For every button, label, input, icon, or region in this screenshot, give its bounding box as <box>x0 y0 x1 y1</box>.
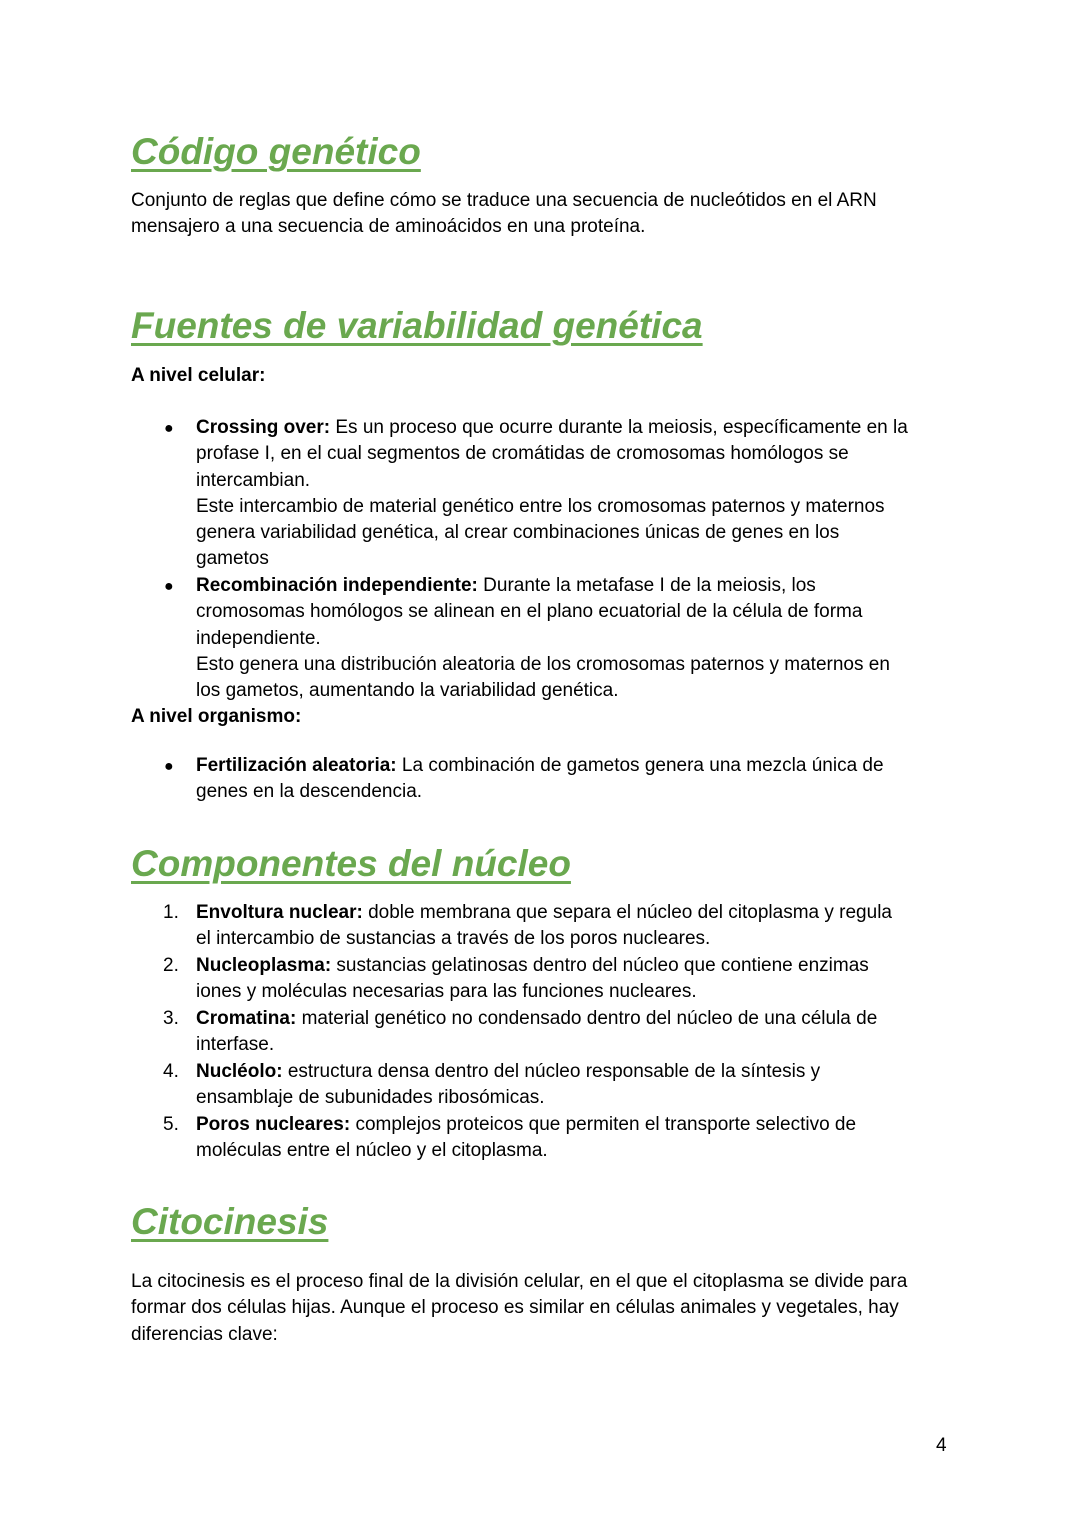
bullet-line: gametos <box>196 548 269 570</box>
cromatina-text: material genético no condensado dentro del núcleo de una célula de <box>296 1008 878 1029</box>
paragraph-line: La citocinesis es el proceso final de la división celular, en el que el citoplasma se divide para <box>131 1271 908 1292</box>
term-crossing-over: Crossing over: <box>196 417 331 438</box>
term-envoltura: Envoltura nuclear: <box>196 902 363 923</box>
citocinesis-paragraph <box>131 1269 907 1348</box>
bullet-recombinacion <box>196 573 890 704</box>
bullet-marker: ● <box>164 420 174 437</box>
heading-componentes-nucleo: Componentes del núcleo <box>131 843 571 884</box>
list-number: 4. <box>163 1061 179 1082</box>
term-poros: Poros nucleares: <box>196 1114 351 1135</box>
list-number: 5. <box>163 1114 179 1135</box>
paragraph-line: formar dos células hijas. Aunque el proceso es similar en células animales y vegetales, hay <box>131 1297 899 1319</box>
bullet-line: los gametos, aumentando la variabilidad genética. <box>196 680 619 702</box>
heading-fuentes-variabilidad: Fuentes de variabilidad genética <box>131 305 703 346</box>
list-item-envoltura <box>196 900 892 953</box>
list-item-nucleoplasma <box>196 953 869 1006</box>
list-line: moléculas entre el núcleo y el citoplasma. <box>196 1140 548 1162</box>
heading-citocinesis: Citocinesis <box>131 1201 329 1242</box>
bullet-line: genera variabilidad genética, al crear combinaciones únicas de genes en los <box>196 522 840 544</box>
envoltura-text: doble membrana que separa el núcleo del citoplasma y regula <box>362 902 892 923</box>
list-number: 3. <box>163 1008 179 1029</box>
bullet-fertilizacion <box>196 753 884 806</box>
list-line: ensamblaje de subunidades ribosómicas. <box>196 1087 545 1109</box>
label-nivel-celular: A nivel celular: <box>131 365 266 386</box>
bullet-marker: ● <box>164 578 174 595</box>
term-recombinacion: Recombinación independiente: <box>196 575 478 596</box>
poros-text: complejos proteicos que permiten el transporte selectivo de <box>350 1114 857 1135</box>
page-number: 4 <box>936 1435 947 1456</box>
paragraph-line: mensajero a una secuencia de aminoácidos en una proteína. <box>131 216 646 238</box>
bullet-line: Este intercambio de material genético entre los cromosomas paternos y maternos <box>196 495 885 517</box>
heading-codigo-genetico: Código genético <box>131 131 421 172</box>
list-item-nucleolo <box>196 1059 820 1112</box>
bullet-line: cromosomas homólogos se alinean en el plano ecuatorial de la célula de forma <box>196 601 863 623</box>
term-nucleolo: Nucléolo: <box>196 1061 283 1082</box>
list-number: 1. <box>163 902 179 923</box>
bullet-crossing-over <box>196 415 908 573</box>
bullet-marker: ● <box>164 758 174 775</box>
list-number: 2. <box>163 955 179 976</box>
list-item-cromatina <box>196 1006 877 1059</box>
list-line: interfase. <box>196 1034 275 1056</box>
bullet-line: Esto genera una distribución aleatoria de los cromosomas paternos y maternos en <box>196 653 890 675</box>
list-line: iones y moléculas necesarias para las funciones nucleares. <box>196 981 697 1003</box>
list-line: el intercambio de sustancias a través de los poros nucleares. <box>196 928 711 950</box>
bullet-line: profase I, en el cual segmentos de cromátidas de cromosomas homólogos se <box>196 443 849 465</box>
nucleolo-text: estructura densa dentro del núcleo responsable de la síntesis y <box>282 1061 821 1082</box>
paragraph-line: Conjunto de reglas que define cómo se traduce una secuencia de nucleótidos en el ARN <box>131 190 877 211</box>
bullet-line: independiente. <box>196 627 321 649</box>
paragraph-line: diferencias clave: <box>131 1323 278 1345</box>
fertilizacion-text: La combinación de gametos genera una mezcla única de <box>396 755 884 776</box>
codigo-genetico-paragraph <box>131 188 877 241</box>
label-nivel-organismo: A nivel organismo: <box>131 706 302 727</box>
nucleoplasma-text: sustancias gelatinosas dentro del núcleo que contiene enzimas <box>331 955 869 976</box>
crossing-over-text: Es un proceso que ocurre durante la meiosis, específicamente en la <box>330 417 908 438</box>
term-fertilizacion: Fertilización aleatoria: <box>196 755 397 776</box>
term-cromatina: Cromatina: <box>196 1008 297 1029</box>
recombinacion-text: Durante la metafase I de la meiosis, los <box>477 575 816 596</box>
bullet-line: genes en la descendencia. <box>196 781 423 803</box>
list-item-poros <box>196 1112 856 1165</box>
term-nucleoplasma: Nucleoplasma: <box>196 955 332 976</box>
bullet-line: intercambian. <box>196 469 311 491</box>
